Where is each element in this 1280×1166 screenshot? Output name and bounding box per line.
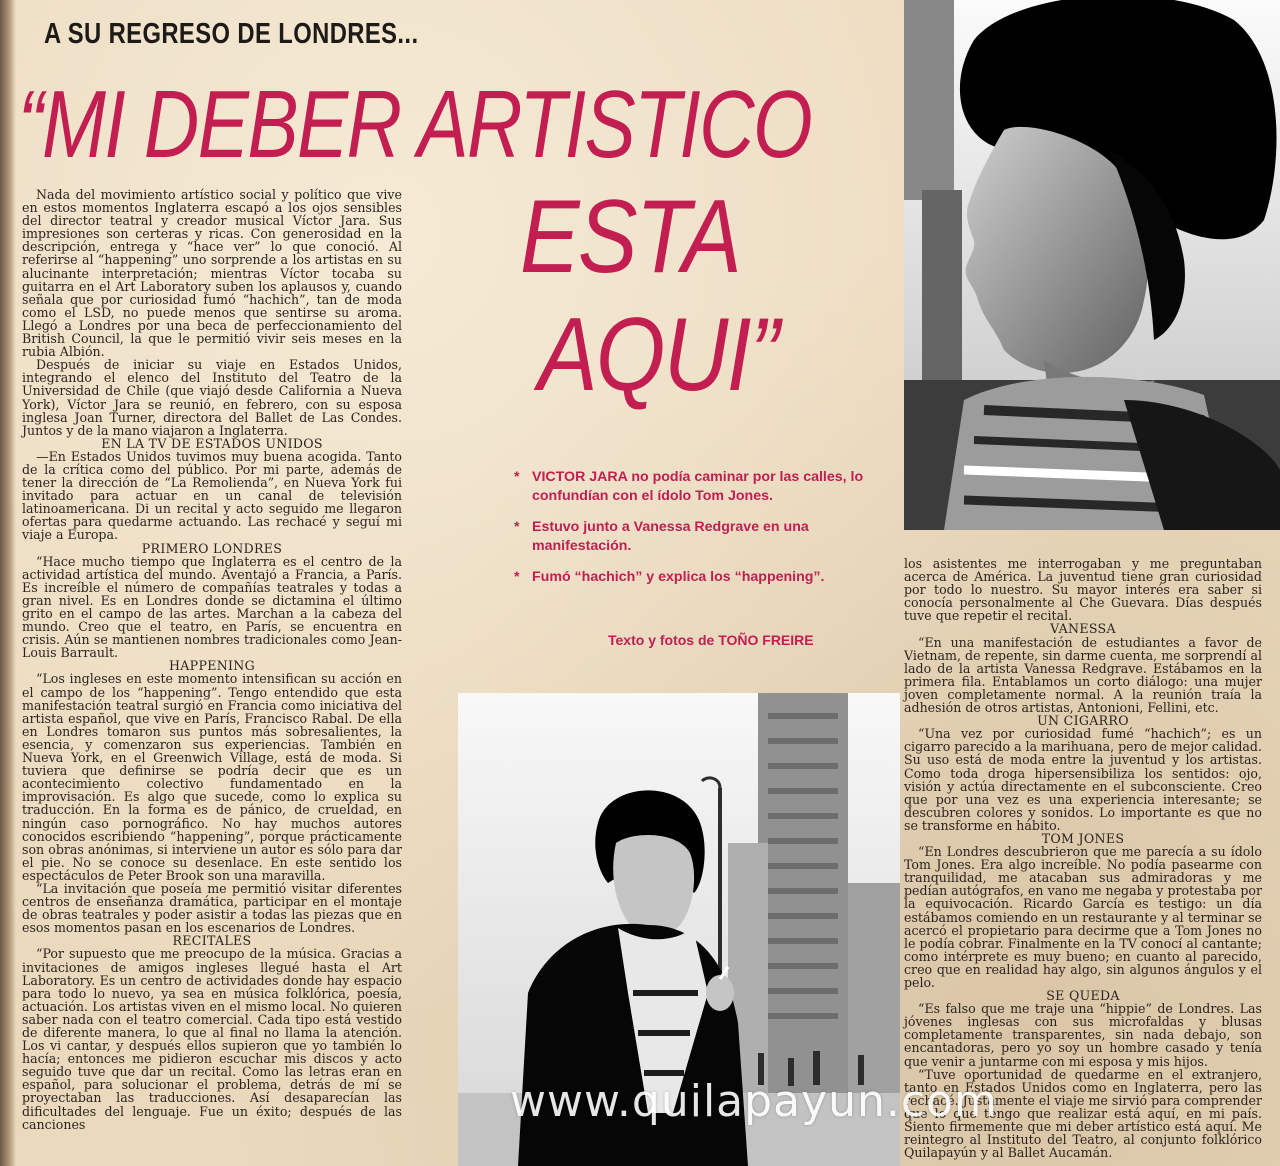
site-watermark: www.quilapayun.com	[510, 1076, 998, 1127]
page-edge-shadow	[0, 0, 16, 1166]
subheading: VANESSA	[1050, 621, 1116, 637]
left-text-column	[22, 188, 402, 1131]
bullet-text: VICTOR JARA no podía caminar por las calles, lo confundían con el ídolo Tom Jones.	[532, 469, 864, 504]
paragraph: “En una manifestación de estudiantes a favor de Vietnam, de repente, sin darme cuenta, me sorprendí al lado de la artista Vanessa Redgrave. Estábamos en la primera fila. Entablamos un corto diálogo: una mujer joven completamente normal. A la reunión traía la adhesión de otros artistas, Antonioni, Fellini, etc.	[904, 634, 1262, 716]
paragraph: Nada del movimiento artístico social y político que vive en estos momentos Inglaterra escapó a los ojos sensibles del director teatral y creador musical Víctor Jara. Sus impresiones son certeras y ricas. Con generosidad en la descripción, entrega y “hace ver” lo que conoció. Al referirse al “happening” uno sorprende a los artistas en su alucinante interpretación; mientras Víctor tocaba su guitarra en el Art Laboratory suben los aplausos y, cuando señala que por curiosidad fumó “hachich”, tan de moda como el LSD, no puede menos que sentirse su aroma. Llegó a Londres por una beca de perfeccionamiento del British Council, la que le permitió vivir seis meses en la rubia Albión.	[22, 187, 402, 360]
bullet-item	[514, 568, 894, 587]
subheading: EN LA TV DE ESTADOS UNIDOS	[101, 435, 323, 451]
right-text-column	[904, 557, 1262, 1159]
bullet-text: Estuvo junto a Vanessa Redgrave en una manifestación.	[532, 519, 809, 554]
highlight-bullets	[514, 468, 894, 600]
subheading: SE QUEDA	[1046, 988, 1120, 1004]
paragraph: “Tuve oportunidad de quedarme en el extranjero, tanto en Estados Unidos como en Inglaterra, pero las rechacé. Justamente el viaje me sirvió para comprender que lo que tengo que realizar está aquí, en mi país. Siento firmemente que mi deber artístico está aquí. Me reintegro al Instituto del Teatro, al conjunto folklórico Quilapayún y al Ballet Aucamán.	[904, 1066, 1262, 1161]
asterisk-icon: *	[514, 469, 520, 485]
portrait-photo	[904, 0, 1280, 530]
paragraph: los asistentes me interrogaban y me preguntaban acerca de América. La juventud tiene gran curiosidad por todo lo nuestro. Su mayor interés era saber si conocía personalmente al Che Guevara. Días después tuve que repetir el recital.	[904, 556, 1262, 624]
headline-line-2: ESTA	[520, 179, 741, 295]
photo-credit: Texto y fotos de TOÑO FREIRE	[608, 632, 814, 648]
bullet-item	[514, 518, 894, 555]
paragraph: —En Estados Unidos tuvimos muy buena acogida. Tanto de la crítica como del público. Por mi parte, además de tener la dirección de “La Remolienda”, en Nueva York fui invitado para actuar en un canal de televisión latinoamericana. Di un recital y acto seguido me llegaron ofertas para quedarme actuando. Las rechacé y seguí mi viaje a Europa.	[22, 448, 402, 543]
paragraph: “Es falso que me traje una “hippie” de Londres. Las jóvenes inglesas con sus microfaldas y blusas completamente transparentes, sin nada debajo, son encantadoras, pero yo soy un hombre casado y tenía que venir a juntarme con mi esposa y mis hijos.	[904, 1001, 1262, 1069]
paragraph: Después de iniciar su viaje en Estados Unidos, integrando el elenco del Instituto del Teatro de la Universidad de Chile (que viajó desde California a Nueva York), Víctor Jara se reunió, en febrero, con su esposa inglesa Joan Turner, directora del Ballet de Las Condes. Juntos y de la mano viajaron a Inglaterra.	[22, 357, 402, 438]
bullet-item	[514, 468, 894, 505]
paragraph: “Por supuesto que me preocupo de la música. Gracias a invitaciones de amigos ingleses llegué hasta el Art Laboratory. Es un centro de actividades donde hay espacio para todo lo nuevo, ya sea en música folklórica, poesía, actuación. Los artistas viven en el mismo local. No quieren saber nada con el teatro comercial. Cada tipo está vestido de diferente manera, lo que al final no llama la atención. Los vi cantar, y después ellos supieron que yo también lo hacía; entonces me pidieron escuchar mis discos y acto seguido tuve que dar un recital. Como las letras eran en español, para solucionar el problema, detrás de mí se proyectaban las traducciones. Así desaparecían las dificultades del lenguaje. Fue un éxito; después de las canciones	[22, 946, 402, 1132]
paragraph: “Hace mucho tiempo que Inglaterra es el centro de la actividad artística del mundo. Aventajó a Francia, a París. Es increíble el número de compañías teatrales y todas a gran nivel. Es en Londres donde se dictamina el último grito en el campo de las artes. Marchan a la cabeza del mundo. Creo que el teatro, en París, se encuentra en crisis. Aún se mantienen nombres tradicionales como Jean-Louis Barrault.	[22, 553, 402, 661]
headline-line-1: “MI DEBER ARTISTICO	[18, 71, 812, 178]
paragraph: “En Londres descubrieron que me parecía a su ídolo Tom Jones. Era algo increíble. No podía pasearme con tranquilidad, me atacaban sus admiradoras y me pedían autógrafos, en vano me negaba y protestaba por la equivocación. Ricardo García es testigo: un día estábamos comiendo en un restaurante y al terminar se acercó el propietario para decirme que a Tom Jones no le podía cobrar. Finalmente en la TV conocí al cantante; como intérprete es muy bueno; en cuanto al parecido, creo que en realidad hay algo, sin algunos ángulos y el pelo.	[904, 844, 1262, 990]
paragraph: “Los ingleses en este momento intensifican su acción en el campo de los “happening”. Tengo entendido que esta manifestación teatral surgió en Francia como iniciativa del artista español, que vive en París, Francisco Rabal. De ella en Londres tomaron sus puntos más sobresalientes, la esencia, y comenzaron sus experiencias. También en Nueva York, en el Greenwich Village, está de moda. Si tuviera que definirse se podría decir que es un acontecimiento colectivo fundamentado en la improvisación. Es algo que sucede, como lo explica su traducción. En la forma es de pánico, de crueldad, en ningún caso pornográfico. No hay muchos autores conocidos escribiendo “happening”, porque prácticamente son obras anónimas, si interviene un autor es sólo para dar el pie. No se conoce su desenlace. En este sentido los espectáculos de Peter Brook son una maravilla.	[22, 671, 402, 883]
kicker-heading: A SU REGRESO DE LONDRES...	[44, 18, 419, 50]
headline-line-3: AQUI”	[538, 297, 778, 413]
bullet-text: Fumó “hachich” y explica los “happening”.	[532, 569, 825, 585]
subheading: RECITALES	[172, 933, 252, 949]
subheading: PRIMERO LONDRES	[141, 540, 283, 556]
subheading: TOM JONES	[1041, 830, 1125, 846]
asterisk-icon: *	[514, 569, 520, 585]
portrait-illustration	[904, 0, 1280, 530]
paragraph: “Una vez por curiosidad fumé “hachich”; es un cigarro parecido a la marihuana, pero de mejor calidad. Su uso está de moda entre la juventud y los artistas. Como toda droga hipersensibiliza los sentidos: ojo, visión y actúa directamente en el subconsciente. Creo que por una vez es una experiencia interesante; se descubren colores y sonidos. Lo importante es que no se transforme en hábito.	[904, 726, 1262, 833]
subheading: HAPPENING	[169, 658, 255, 674]
subheading: UN CIGARRO	[1037, 713, 1129, 729]
asterisk-icon: *	[514, 519, 520, 535]
paragraph: “La invitación que poseía me permitió visitar diferentes centros de enseñanza dramática, participar en el montaje de obras teatrales y poder asistir a todas las piezas que en esos momentos pasan en los escenarios de Londres.	[22, 880, 402, 936]
